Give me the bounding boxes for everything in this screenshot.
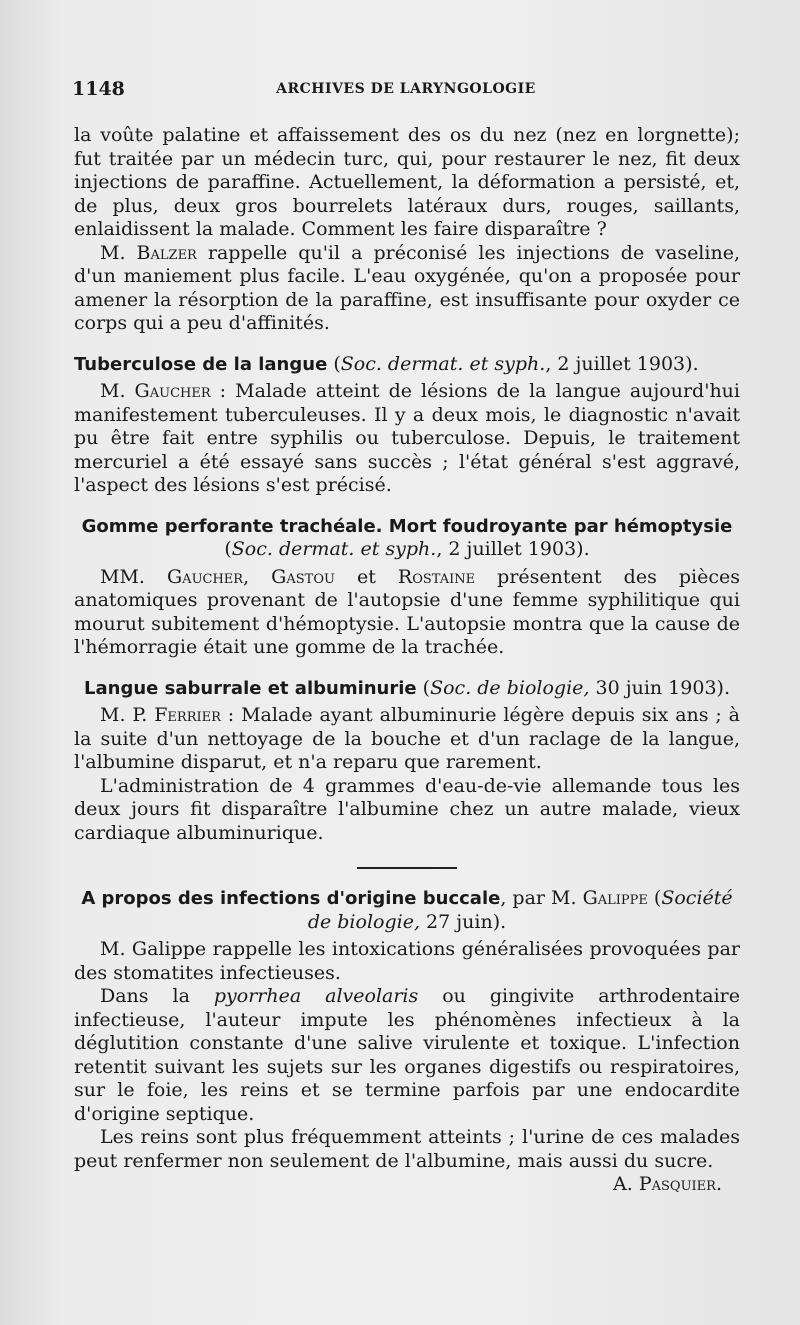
continued-paragraph: la voûte palatine et affaissement des os du nez (nez en lorgnette); fut traitée par un médecin turc, qui, pour restaurer le nez, fit deux injections de paraffine. Actuellement, la déformation a persisté, et, de plus, deux gros bourrelets latéraux durs, rouges, saillants, enlaidissent la malade. Comment les faire disparaître ? (74, 124, 740, 240)
pyorrhea-paragraph: Dans la pyorrhea alveolaris ou gingivite arthrodentaire infectieuse, l'auteur impute les phénomènes infectieux à la déglutition constante d'une salive virulente et toxique. L'infection retentit suivant les sujets sur les organes digestifs ou respiratoires, sur le foie, les reins et se termine parfois par une endocardite d'origine septique. (74, 985, 741, 1125)
signature: A. Pasquier. (613, 1173, 722, 1195)
section-heading-infections: A propos des infections d'origine buccale, par M. Galippe (Société de biologie, 27 juin). (81, 887, 733, 933)
reins-paragraph: Les reins sont plus fréquemment atteints ; l'urine de ces malades peut renfermer non seulement de l'albumine, mais aussi du sucre. (74, 1126, 740, 1172)
page-number: 1148 (72, 78, 125, 100)
section-divider (357, 867, 457, 869)
author-name: Balzer (136, 241, 197, 264)
administration-paragraph: L'administration de 4 grammes d'eau-de-vie allemande tous les deux jours fit disparaître l'albumine chez un autre malade, vieux cardiaque albuminurique. (74, 774, 740, 844)
gaucher-paragraph: M. Gaucher : Malade atteint de lésions de la langue aujourd'hui manifestement tuberculeuses. Il y a deux mois, le diagnostic n'avait pu être fait entre syphilis ou tuberculose. Depuis, le traitement mercuriel a été essayé sans succès ; l'état général s'est aggravé, l'aspect des lésions s'est précisé. (74, 380, 740, 496)
page-header (72, 78, 740, 102)
gomme-paragraph: MM. Gaucher, Gastou et Rostaine présentent des pièces anatomiques provenant de l'autopsie d'une femme syphilitique qui mourut subitement d'hémoptysie. L'autopsie montra que la cause de l'hémorragie était une gomme de la trachée. (74, 565, 740, 658)
section-heading-gomme: Gomme perforante trachéale. Mort foudroyante par hémoptysie (Soc. dermat. et syph., 2 juillet 1903). (81, 515, 733, 560)
author-name: Gaucher (134, 380, 211, 402)
author-name: Ferrier (154, 704, 221, 726)
running-head: ARCHIVES DE LARYNGOLOGIE (276, 81, 536, 97)
article-body (74, 124, 740, 1197)
galippe-paragraph: M. Galippe rappelle les intoxications généralisées provoquées par des stomatites infectieuses. (74, 938, 740, 984)
section-heading-tuberculose: Tuberculose de la langue (Soc. dermat. et syph., 2 juillet 1903). (74, 352, 699, 375)
balzer-paragraph: M. Balzer rappelle qu'il a préconisé les injections de vaseline, d'un maniement plus facile. L'eau oxygénée, qu'on a proposée pour amener la résorption de la paraffine, est insuffisante pour oxyder ce corps qui a peu d'affinités. (74, 241, 740, 334)
ferrier-paragraph: M. P. Ferrier : Malade ayant albuminurie légère depuis six ans ; à la suite d'un nettoyage de la bouche et d'un raclage de la langue, l'albumine disparut, et n'a reparu que rarement. (74, 704, 741, 773)
section-heading-langue-saburrale: Langue saburrale et albuminurie (Soc. de biologie, 30 juin 1903). (84, 676, 730, 699)
